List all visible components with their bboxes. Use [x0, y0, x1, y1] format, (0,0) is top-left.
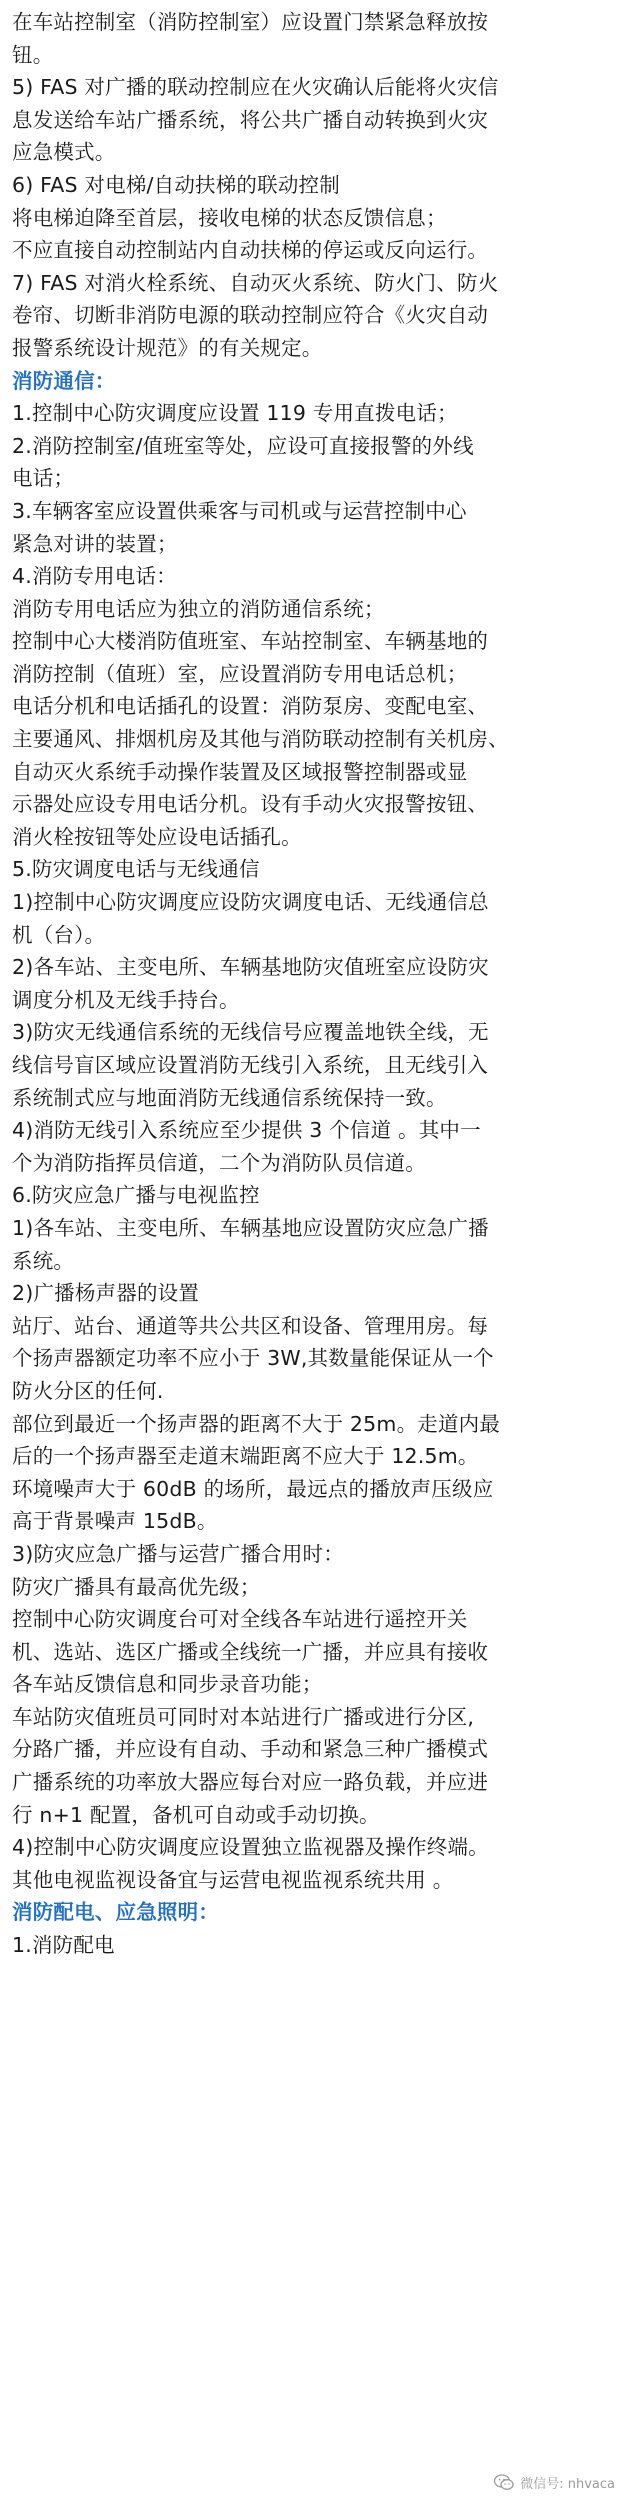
text-line: 分路广播，并应设有自动、手动和紧急三种广播模式: [12, 1737, 489, 1762]
text-line: 机、选站、选区广播或全线统一广播，并应具有接收: [12, 1639, 489, 1664]
text-line: 1.控制中心防灾调度应设置 119 专用直拨电话；: [12, 401, 458, 426]
text-line: 后的一个扬声器至走道末端距离不应大于 12.5m。: [12, 1444, 479, 1469]
text-line: 部位到最近一个扬声器的距离不大于 25m。走道内最: [12, 1411, 501, 1436]
text-line: 5.防灾调度电话与无线通信: [12, 857, 260, 882]
section-heading: 消防通信：: [12, 368, 116, 393]
text-line: 3)防灾无线通信系统的无线信号应覆盖地铁全线，无: [12, 1020, 489, 1045]
text-line: 消防控制（值班）室，应设置消防专用电话总机；: [12, 661, 468, 686]
text-line: 将电梯迫降至首层，接收电梯的状态反馈信息；: [12, 205, 447, 230]
text-line: 1)各车站、主变电所、车辆基地应设置防灾应急广播: [12, 1215, 489, 1240]
text-line: 机（台）。: [12, 922, 106, 947]
text-line: 系统。: [12, 1248, 75, 1273]
text-line: 其他电视监视设备宜与运营电视监视系统共用 。: [12, 1867, 454, 1892]
text-line: 控制中心防灾调度台可对全线各车站进行遥控开关: [12, 1607, 468, 1632]
text-line: 防火分区的任何.: [12, 1378, 164, 1403]
text-line: 5) FAS 对广播的联动控制应在火灾确认后能将火灾信: [12, 75, 499, 100]
text-line: 1)控制中心防灾调度应设防灾调度电话、无线通信总: [12, 890, 489, 915]
text-line: 报警系统设计规范》的有关规定。: [12, 335, 323, 360]
text-line: 紧急对讲的装置；: [12, 531, 178, 556]
wechat-icon: [494, 2474, 514, 2491]
text-line: 不应直接自动控制站内自动扶梯的停运或反向运行。: [12, 238, 489, 263]
text-line: 6.防灾应急广播与电视监控: [12, 1183, 260, 1208]
watermark-text: 微信号: nhvaca: [520, 2477, 615, 2492]
text-line: 高于背景噪声 15dB。: [12, 1509, 218, 1534]
text-line: 钮。: [12, 42, 54, 67]
text-line: 自动灭火系统手动操作装置及区域报警控制器或显: [12, 759, 468, 784]
text-line: 消火栓按钮等处应设电话插孔。: [12, 824, 302, 849]
text-line: 广播系统的功率放大器应每台对应一路负载，并应进: [12, 1770, 489, 1795]
text-line: 在车站控制室（消防控制室）应设置门禁紧急释放按: [12, 10, 489, 34]
text-line: 应急模式。: [12, 140, 116, 165]
text-line: 3.车辆客室应设置供乘客与司机或与运营控制中心: [12, 498, 467, 523]
section-heading: 消防配电、应急照明：: [12, 1900, 219, 1925]
text-line: 示器处应设专用电话分机。设有手动火灾报警按钮、: [12, 792, 489, 817]
article-body: [12, 6, 624, 1962]
text-line: 电话；: [12, 466, 75, 491]
text-line: 2)各车站、主变电所、车辆基地防灾值班室应设防灾: [12, 955, 489, 980]
text-line: 主要通风、排烟机房及其他与消防联动控制有关机房、: [12, 727, 509, 752]
text-line: 4)消防无线引入系统应至少提供 3 个信道 。其中一: [12, 1118, 481, 1143]
text-line: 消防专用电话应为独立的消防通信系统；: [12, 596, 385, 621]
text-line: 6) FAS 对电梯/自动扶梯的联动控制: [12, 172, 340, 197]
text-line: 1.消防配电: [12, 1933, 115, 1958]
text-line: 卷帘、切断非消防电源的联动控制应符合《火灾自动: [12, 303, 489, 328]
text-line: 2.消防控制室/值班室等处，应设可直接报警的外线: [12, 433, 474, 458]
watermark: [494, 2473, 615, 2492]
text-line: 2)广播杨声器的设置: [12, 1281, 200, 1306]
text-line: 4)控制中心防灾调度应设置独立监视器及操作终端。: [12, 1835, 489, 1860]
text-line: 站厅、站台、通道等共公共区和设备、管理用房。每: [12, 1313, 489, 1338]
text-line: 环境噪声大于 60dB 的场所，最远点的播放声压级应: [12, 1476, 494, 1501]
text-line: 个为消防指挥员信道，二个为消防队员信道。: [12, 1150, 426, 1175]
text-line: 3)防灾应急广播与运营广播合用时：: [12, 1541, 344, 1566]
text-line: 电话分机和电话插孔的设置：消防泵房、变配电室、: [12, 694, 489, 719]
text-line: 线信号盲区域应设置消防无线引入系统，且无线引入: [12, 1053, 489, 1077]
text-line: 行 n+1 配置，备机可自动或手动切换。: [12, 1802, 380, 1827]
text-line: 调度分机及无线手持台。: [12, 987, 240, 1012]
text-line: 系统制式应与地面消防无线通信系统保持一致。: [12, 1085, 447, 1110]
text-line: 个扬声器额定功率不应小于 3W,其数量能保证从一个: [12, 1346, 494, 1371]
text-line: 7) FAS 对消火栓系统、自动灭火系统、防火门、防火: [12, 270, 499, 295]
text-line: 控制中心大楼消防值班室、车站控制室、车辆基地的: [12, 629, 489, 654]
text-line: 息发送给车站广播系统，将公共广播自动转换到火灾: [12, 107, 489, 132]
text-line: 4.消防专用电话：: [12, 564, 177, 589]
text-line: 各车站反馈信息和同步录音功能；: [12, 1672, 323, 1697]
text-line: 防灾广播具有最高优先级；: [12, 1574, 261, 1599]
text-line: 车站防灾值班员可同时对本站进行广播或进行分区,: [12, 1704, 475, 1729]
